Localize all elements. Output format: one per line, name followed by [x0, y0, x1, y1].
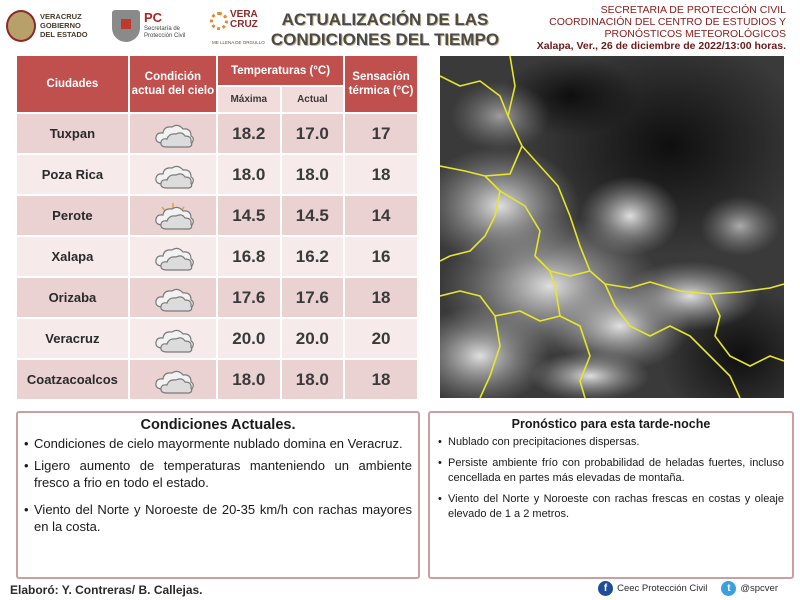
cloudy-icon: [151, 119, 195, 149]
pc-line: Secretaría de: [144, 26, 181, 32]
temp-max: 18.0: [218, 360, 280, 399]
sky-condition-cell: [130, 114, 216, 153]
temp-max: 16.8: [218, 237, 280, 276]
table-row: [17, 114, 417, 153]
list-item: • Persiste ambiente frío con probabilidad de heladas fuertes, incluso cencellada en partes más elevadas de montaña.: [438, 456, 784, 486]
table-row: [17, 278, 417, 317]
table-row: [17, 196, 417, 235]
temp-max: 14.5: [218, 196, 280, 235]
temp-current: 18.0: [282, 155, 344, 194]
header-max: Máxima: [218, 87, 280, 112]
feels-like: 16: [345, 237, 417, 276]
temp-current: 17.6: [282, 278, 344, 317]
proteccion-civil-logo: [110, 8, 202, 46]
title-line-1: ACTUALIZACIÓN DE LAS: [281, 10, 489, 29]
cloudy-icon: [151, 160, 195, 190]
brand-line: VERA: [230, 9, 258, 20]
city-name: Orizaba: [17, 278, 128, 317]
facebook-icon[interactable]: f: [598, 581, 613, 596]
list-item: • Ligero aumento de temperaturas manteniendo un ambiente fresco a frio en todo el estado.: [24, 457, 412, 491]
table-row: [17, 360, 417, 399]
report-date: Xalapa, Ver., 26 de diciembre de 2022/13:00 horas.: [536, 40, 786, 52]
agency-block: [496, 4, 786, 52]
cloudy-icon: [151, 365, 195, 395]
feels-like: 14: [345, 196, 417, 235]
temp-max: 17.6: [218, 278, 280, 317]
state-seal-icon: [6, 10, 36, 42]
logo-line: DEL ESTADO: [40, 30, 88, 39]
social-links: [598, 580, 778, 596]
current-conditions-list: [18, 433, 418, 535]
feels-like: 18: [345, 278, 417, 317]
pc-abbr: PC: [144, 10, 163, 25]
current-conditions-panel: [16, 411, 420, 579]
list-item: • Nublado con precipitaciones dispersas.: [438, 435, 784, 450]
table-row: [17, 237, 417, 276]
temp-current: 17.0: [282, 114, 344, 153]
pc-line: Protección Civil: [144, 33, 186, 39]
logo-line: GOBIERNO: [40, 21, 81, 30]
page-title: [270, 10, 500, 50]
veracruz-government-logo: [6, 8, 106, 46]
header-temperatures: Temperaturas (°C): [218, 56, 343, 85]
sun-emblem-icon: [210, 12, 228, 30]
table-row: [17, 155, 417, 194]
list-item: • Condiciones de cielo mayormente nublado domina en Veracruz.: [24, 435, 412, 452]
temp-max: 18.0: [218, 155, 280, 194]
sky-condition-cell: [130, 196, 216, 235]
city-name: Tuxpan: [17, 114, 128, 153]
forecast-panel: [428, 411, 794, 579]
author-credit: Elaboró: Y. Contreras/ B. Callejas.: [10, 583, 203, 597]
temp-current: 20.0: [282, 319, 344, 358]
city-name: Veracruz: [17, 319, 128, 358]
brand-tagline: ME LLENA DE ORGULLO: [212, 40, 265, 45]
weather-table-body: [17, 114, 417, 399]
header-sky: Condición actual del cielo: [130, 56, 216, 112]
temp-current: 18.0: [282, 360, 344, 399]
logo-strip: [6, 8, 268, 46]
sky-condition-cell: [130, 319, 216, 358]
sky-condition-cell: [130, 360, 216, 399]
sky-condition-cell: [130, 278, 216, 317]
sky-condition-cell: [130, 155, 216, 194]
cloudy-icon: [151, 242, 195, 272]
city-name: Perote: [17, 196, 128, 235]
forecast-list: [430, 431, 792, 522]
logo-line: VERACRUZ: [40, 12, 82, 21]
title-line-2: CONDICIONES DEL TIEMPO: [270, 30, 500, 49]
satellite-image: [440, 56, 784, 398]
feels-like: 17: [345, 114, 417, 153]
header-current: Actual: [282, 87, 344, 112]
satellite-map-icon: [440, 56, 784, 398]
feels-like: 18: [345, 155, 417, 194]
city-name: Coatzacoalcos: [17, 360, 128, 399]
agency-line-3: PRONÓSTICOS METEOROLÓGICOS: [604, 28, 786, 40]
brand-line: CRUZ: [230, 19, 258, 30]
forecast-title: Pronóstico para esta tarde-noche: [511, 417, 711, 431]
feels-like: 20: [345, 319, 417, 358]
city-name: Poza Rica: [17, 155, 128, 194]
pc-shield-icon: [112, 10, 140, 42]
current-conditions-title: Condiciones Actuales.: [140, 417, 296, 433]
sky-condition-cell: [130, 237, 216, 276]
partly-cloudy-icon: [151, 201, 195, 231]
feels-like: 18: [345, 360, 417, 399]
cloudy-icon: [151, 324, 195, 354]
city-name: Xalapa: [17, 237, 128, 276]
facebook-link[interactable]: Ceec Protección Civil: [617, 582, 708, 594]
list-item: • Viento del Norte y Noroeste con rachas frescas en costas y oleaje elevado de 1 a 2 metros.: [438, 492, 784, 522]
agency-line-1: SECRETARIA DE PROTECCIÓN CIVIL: [600, 4, 786, 16]
agency-line-2: COORDINACIÓN DEL CENTRO DE ESTUDIOS Y: [549, 16, 786, 28]
twitter-icon[interactable]: t: [721, 581, 736, 596]
list-item: • Viento del Norte y Noroeste de 20-35 km/h con rachas mayores en la costa.: [24, 501, 412, 535]
temp-max: 18.2: [218, 114, 280, 153]
temp-current: 16.2: [282, 237, 344, 276]
header-feels-like: Sensación térmica (°C): [345, 56, 417, 112]
weather-table: [15, 54, 419, 401]
twitter-link[interactable]: @spcver: [740, 582, 778, 594]
temp-current: 14.5: [282, 196, 344, 235]
table-row: [17, 319, 417, 358]
veracruz-brand-logo: [210, 8, 272, 46]
cloudy-icon: [151, 283, 195, 313]
temp-max: 20.0: [218, 319, 280, 358]
header-cities: Ciudades: [17, 56, 128, 112]
